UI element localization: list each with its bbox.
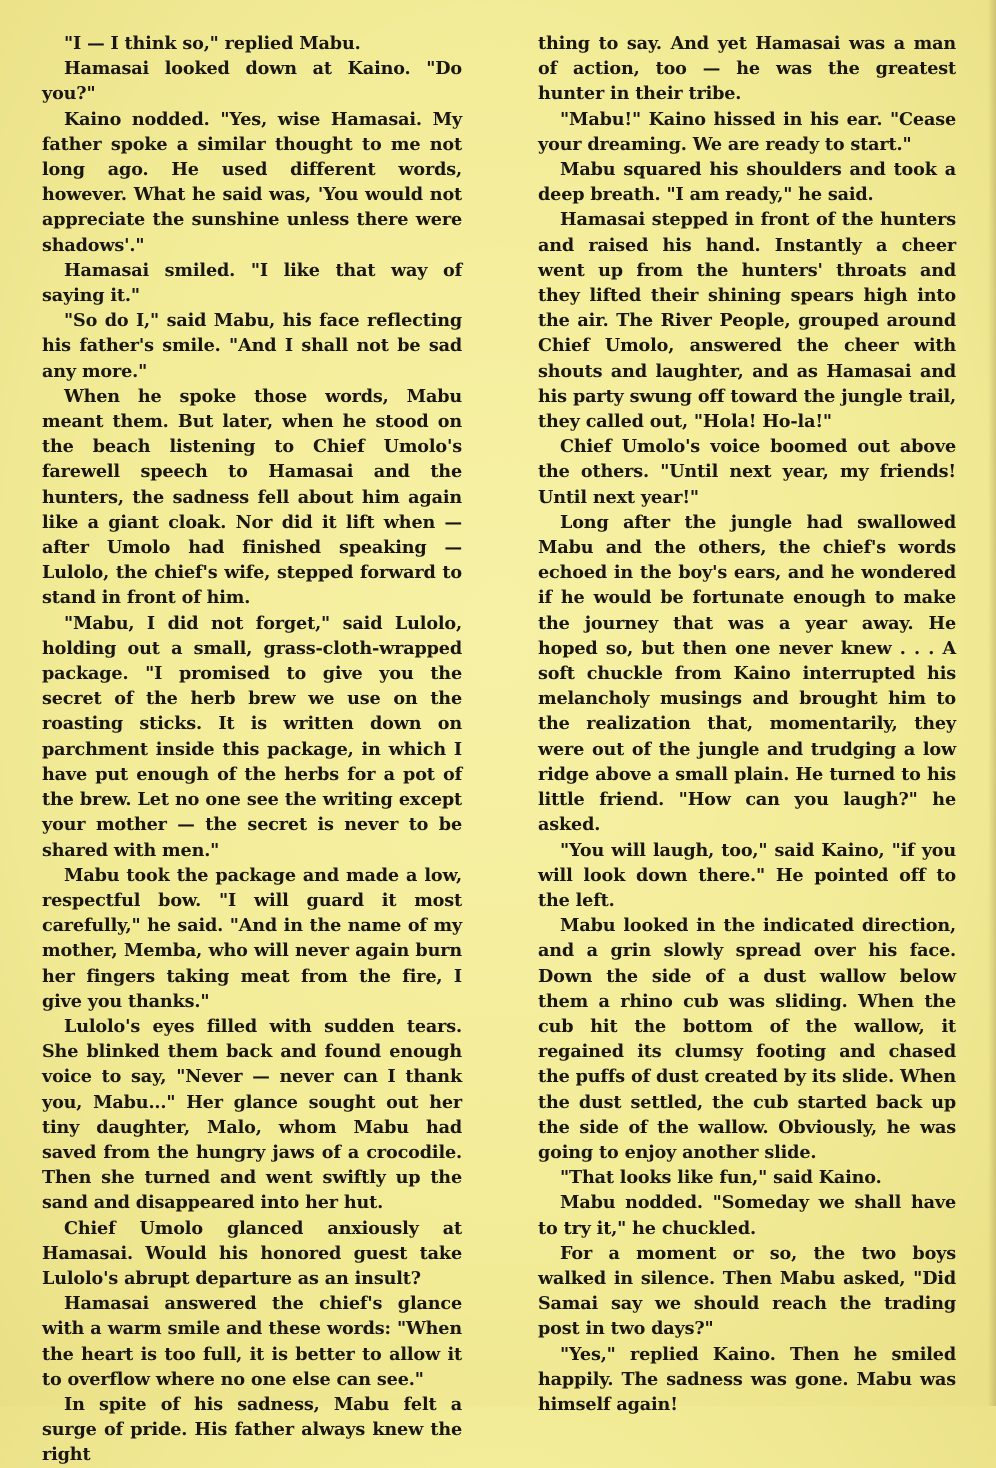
paragraph: Chief Umolo glanced anxiously at Hamasai. Would his honored guest take Lulolo's abrupt departure as an insult? [42,1217,462,1289]
paragraph: When he spoke those words, Mabu meant them. But later, when he stood on the beach listening to Chief Umolo's farewell speech to Hamasai and the hunters, the sadness fell about him again like a giant cloak. Nor did it lift when — after Umolo had finished speaking — Lulolo, the chief's wife, stepped forward to stand in front of him. [42,385,462,609]
paragraph: Kaino nodded. "Yes, wise Hamasai. My father spoke a similar thought to me not long ago. He used different words, however. What he said was, 'You would not appreciate the sunshine unless there were shadows'." [42,108,462,256]
paragraph-continued: thing to say. And yet Hamasai was a man of action, too — he was the greatest hunter in their tribe. [538,33,956,105]
paragraph: Chief Umolo's voice boomed out above the others. "Until next year, my friends! Until next year!" [538,436,956,508]
paragraph: Hamasai answered the chief's glance with a warm smile and these words: "When the heart is too full, it is better to allow it to overflow where no one else can see." [42,1293,462,1390]
paragraph: "You will laugh, too," said Kaino, "if you will look down there." He pointed off to the left. [538,839,956,911]
paragraph: "Yes," replied Kaino. Then he smiled happily. The sadness was gone. Mabu was himself again! [538,1343,956,1415]
paragraph: Lulolo's eyes filled with sudden tears. She blinked them back and found enough voice to say, "Never — never can I thank you, Mabu..." Her glance sought out her tiny daughter, Malo, whom Mabu had saved from the hungry jaws of a crocodile. Then she turned and went swiftly up the sand and disappeared into her hut. [42,1015,462,1214]
paragraph: Mabu nodded. "Someday we shall have to try it," he chuckled. [538,1192,956,1239]
paragraph: "Mabu, I did not forget," said Lulolo, holding out a small, grass-cloth-wrapped package. "I promised to give you the secret of the herb brew we use on the roasting sticks. It is written down on parchment inside this package, in which I have put enough of the herbs for a pot of the brew. Let no one see the writing except your mother — the secret is never to be shared with men." [42,612,462,861]
right-text-column [538,31,956,1417]
paragraph: "I — I think so," replied Mabu. [64,33,361,54]
paragraph: Mabu looked in the indicated direction, and a grin slowly spread over his face. Down the side of a dust wallow below them a rhino cub was sliding. When the cub hit the bottom of the wallow, it regained its clumsy footing and chased the puffs of dust created by its slide. When the dust settled, the cub started back up the side of the wallow. Obviously, he was going to enjoy another slide. [538,915,956,1163]
paragraph: For a moment or so, the two boys walked in silence. Then Mabu asked, "Did Samai say we should reach the trading post in two days?" [538,1242,956,1340]
paragraph: "Mabu!" Kaino hissed in his ear. "Cease your dreaming. We are ready to start." [538,108,956,155]
paragraph: Mabu squared his shoulders and took a deep breath. "I am ready," he said. [538,159,956,206]
paragraph: "So do I," said Mabu, his face reflecting his father's smile. "And I shall not be sad any more." [42,310,462,382]
paragraph: Hamasai smiled. "I like that way of saying it." [42,259,462,307]
paragraph: Long after the jungle had swallowed Mabu and the others, the chief's words echoed in the boy's ears, and he wondered if he would be fortunate enough to make the journey that was a year away. He hoped so, but then one never knew . . . A soft chuckle from Kaino interrupted his melancholy musings and brought him to the realization that, momentarily, they were out of the jungle and trudging a low ridge above a small plain. He turned to his little friend. "How can you laugh?" he asked. [538,511,956,836]
left-text-column [42,31,462,1468]
page-edge-shadow [988,0,996,1406]
paragraph: "That looks like fun," said Kaino. [560,1167,882,1189]
paragraph: In spite of his sadness, Mabu felt a surge of pride. His father always knew the right [42,1393,462,1466]
paragraph: Hamasai stepped in front of the hunters and raised his hand. Instantly a cheer went up from the hunters' throats and they lifted their shining spears high into the air. The River People, grouped around Chief Umolo, answered the cheer with shouts and laughter, and as Hamasai and his party swung off toward the jungle trail, they called out, "Hola! Ho-la!" [538,209,956,433]
paragraph: Mabu took the package and made a low, respectful bow. "I will guard it most carefully," he said. "And in the name of my mother, Memba, who will never again burn her fingers taking meat from the fire, I give you thanks." [42,864,462,1012]
paragraph: Hamasai looked down at Kaino. "Do you?" [42,58,462,105]
